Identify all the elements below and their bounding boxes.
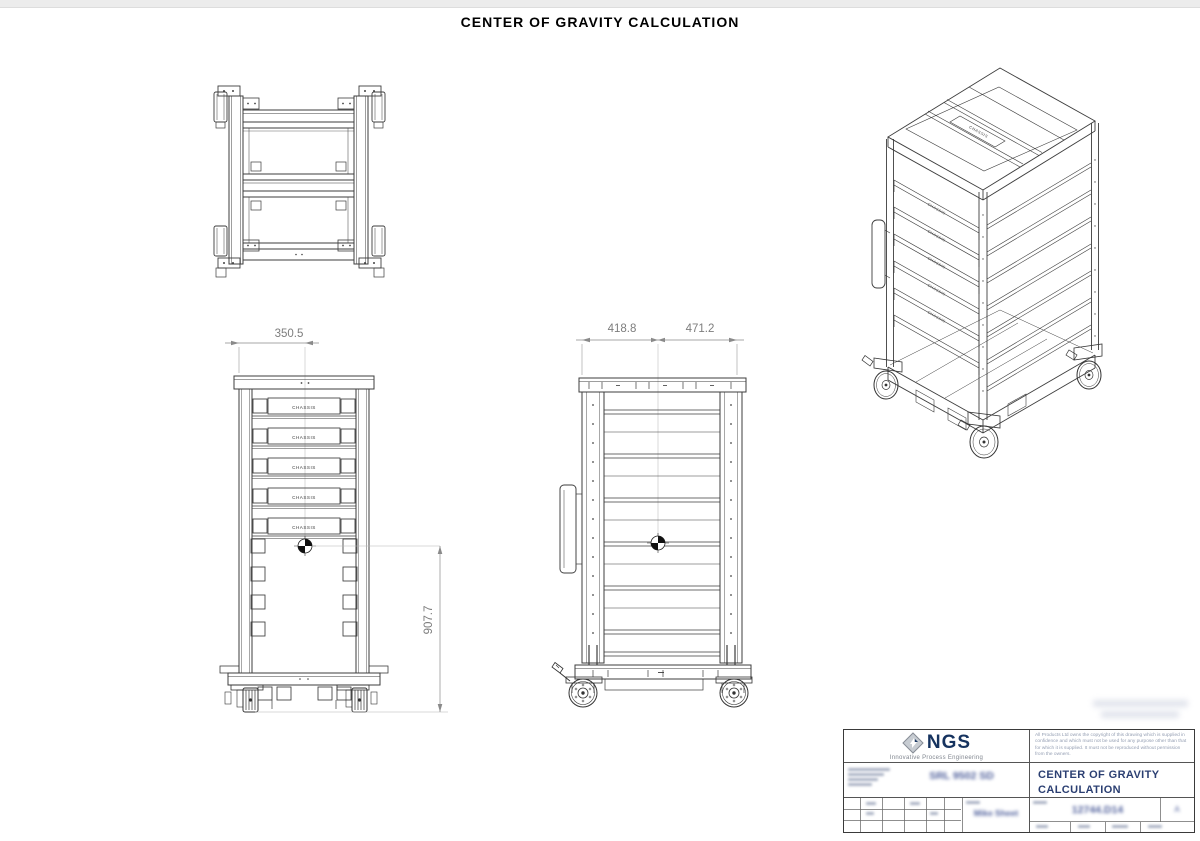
iso-caster-right — [1066, 344, 1102, 389]
chassis-label: CHASSIS — [292, 525, 316, 530]
dimension-side — [576, 323, 744, 540]
drawing-title-cell — [1030, 763, 1194, 798]
cg-symbol — [647, 533, 669, 553]
isometric-view — [850, 60, 1120, 480]
chassis-label: CHASSIS — [926, 256, 947, 270]
title-block — [843, 729, 1195, 833]
drawing-title-line2: CALCULATION — [1038, 783, 1122, 796]
chassis-label: CHASSIS — [926, 310, 947, 324]
company-name: NGS — [926, 732, 972, 753]
shelf-rails — [604, 410, 720, 656]
caster-top-view — [214, 86, 385, 277]
front-view — [215, 315, 465, 725]
handle — [560, 485, 582, 573]
side-view-drawing — [548, 315, 783, 710]
chassis-label: CHASSIS — [292, 495, 316, 500]
title-block-logo-cell — [844, 730, 1030, 763]
drawing-number: 12744.D14 — [1071, 804, 1124, 816]
caster-front-left — [225, 685, 263, 712]
top-view-drawing — [212, 80, 392, 290]
reference-cell — [844, 763, 1030, 798]
page-title: CENTER OF GRAVITY CALCULATION — [460, 14, 740, 30]
chassis-label: CHASSIS — [926, 283, 947, 297]
drawing-title-line1: CENTER OF GRAVITY — [1038, 769, 1160, 781]
company-tagline: Innovative Process Engineering — [889, 754, 984, 761]
front-view-drawing — [215, 315, 465, 720]
page-top-edge — [0, 0, 1200, 8]
chassis-label: CHASSIS — [926, 229, 947, 243]
iso-rails — [987, 163, 1091, 391]
drawing-number-cell — [1030, 798, 1194, 832]
drawn-by: Mike Sheet — [973, 808, 1019, 818]
chassis-slots — [252, 398, 356, 539]
revision-table-cell — [844, 798, 1030, 832]
dim-side-right: 471.2 — [685, 323, 715, 335]
revision-letter: A — [1174, 805, 1180, 814]
chassis-label: CHASSIS — [926, 202, 947, 216]
caster-front-right — [337, 685, 377, 712]
cg-symbol — [294, 536, 440, 556]
copyright-notice: All Products Ltd owns the copyright of this drawing which is supplied in confidence and which must not be used for any purpose other than that for which it is supplied. It must not be reproduced without permission from the owners. — [1035, 733, 1187, 758]
dim-front-height: 907.7 — [423, 605, 435, 635]
caster-side-right — [716, 677, 752, 707]
chassis-label: CHASSIS — [292, 405, 316, 410]
copyright-cell — [1030, 730, 1194, 763]
ngs-logo-icon — [902, 732, 924, 754]
isometric-drawing — [850, 60, 1120, 475]
chassis-label: CHASSIS — [292, 465, 316, 470]
post-holes — [592, 404, 732, 634]
reference-number: SRL 9502 SD — [929, 770, 994, 782]
chassis-label: CHASSIS — [292, 435, 316, 440]
caster-side-left — [552, 663, 602, 708]
faint-watermark — [1093, 700, 1191, 727]
handle — [872, 220, 890, 288]
side-view — [548, 315, 783, 715]
chassis-label: CHASSIS — [968, 124, 990, 139]
dim-front-width: 350.5 — [274, 328, 304, 340]
top-view — [212, 80, 392, 295]
dim-side-left: 418.8 — [607, 323, 637, 335]
